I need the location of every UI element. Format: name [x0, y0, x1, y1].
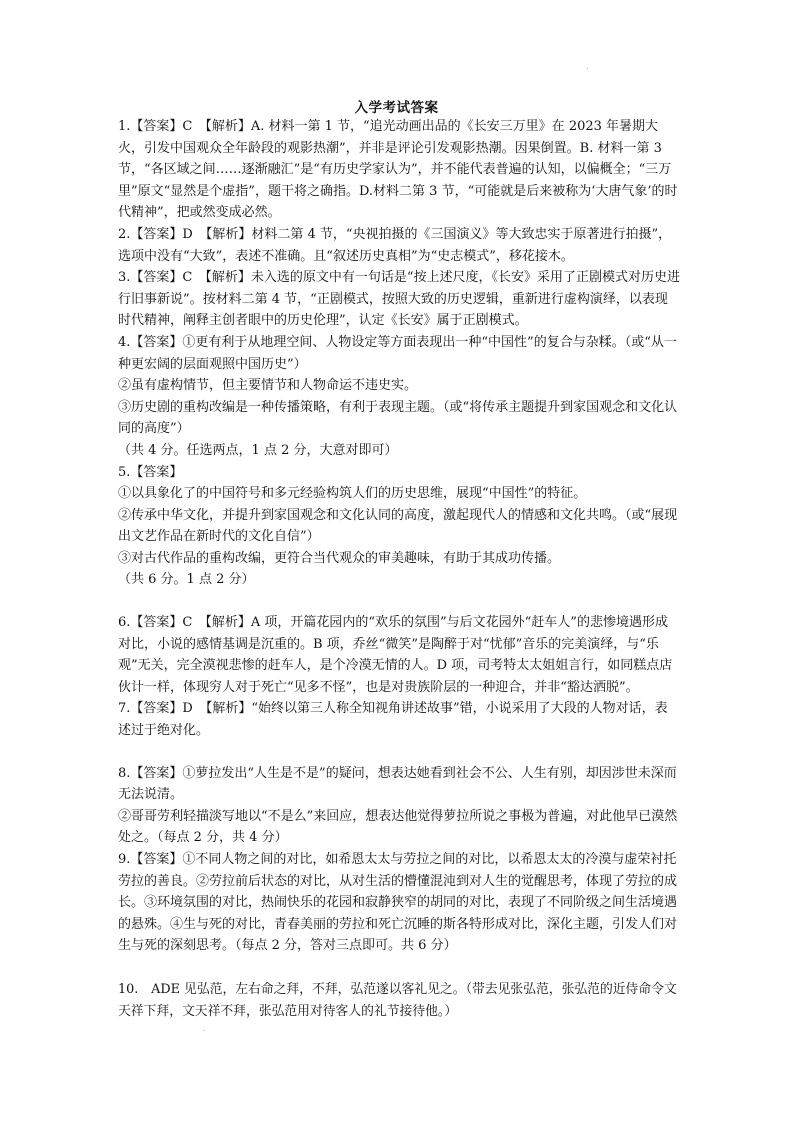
spacer [118, 591, 680, 612]
answer-q9: 9.【答案】①不同人物之间的对比，如希恩太太与劳拉之间的对比，以希恩太太的冷漠与虚荣衬托劳拉的善良。②劳拉前后状态的对比，从对生活的懵懂混沌到对人生的觉醒思考，体现了劳拉的成长。③环境氛围的对比，热闹快乐的花园和寂静狭窄的胡同的对比，表现了不同阶级之间生活境遇的悬殊。④生与死的对比，青春美丽的劳拉和死亡沉睡的斯各特形成对比，深化主题，引发人们对生与死的深刻思考。（每点 2 分，答对三点即可。共 6 分） [118, 852, 678, 954]
answer-q2: 2.【答案】D 【解析】材料二第 4 节，“央视拍摄的《三国演义》等大致忠实于原著进行拍摄”，选项中没有“大致”，表述不准确。且“叙述历史真相”为“史志模式”，移花接木。 [118, 226, 672, 264]
answer-q6: 6.【答案】C 【解析】A 项，开篇花园内的“欢乐的氛围”与后文花园外“赶车人”的悲惨境遇形成对比，小说的感情基调是沉重的。B 项，乔丝“微笑”是陶醉于对“忧郁”音乐的完美演绎，与“乐观”无关，完全漠视悲惨的赶车人，是个冷漠无情的人。D 项，司考特太太姐姐言行，如同糕点店伙计一样，体现穷人对于死亡“见多不怪”，也是对贵族阶层的一种迎合，并非“豁达洒脱”。 [118, 615, 673, 695]
answer-content [118, 116, 680, 1023]
answer-q8-point-2: ②哥哥劳利轻描淡写地以“不是么”来回应，想表达他觉得萝拉所说之事极为普遍，对此他早已漠然处之。（每点 2 分，共 4 分） [118, 808, 678, 846]
answer-q4-point-2: ②虽有虚构情节，但主要情节和人物命运不违史实。 [118, 378, 418, 394]
answer-q5-header: 5.【答案】 [118, 464, 183, 480]
page-title: 入学考试答案 [354, 100, 439, 116]
scan-speck: . [586, 62, 589, 71]
answer-q5-point-1: ①以具象化了的中国符号和多元经验构筑人们的历史思维，展现“中国性”的特征。 [118, 486, 587, 502]
answer-q1: 1.【答案】C 【解析】A. 材料一第 1 节，“追光动画出品的《长安三万里》在 2023 年暑期大火，引发中国观众全年龄段的观影热潮”，并非是评论引发观影热潮。因果倒置。B. 材料一第 3 节，“各区域之间……逐渐融汇”是“有历史学家认为”，并不能代表普遍的认知，以偏概全；“三万里”原文“显然是个虚指”，题干将之确指。D.材料二第 3 节，“可能就是后来被称为‘大唐气象’的时代精神”，把或然变成必然。 [118, 119, 678, 221]
scan-speck: . [202, 1024, 205, 1033]
answer-q7: 7.【答案】D 【解析】“始终以第三人称全知视角讲述故事”错，小说采用了大段的人物对话，表述过于绝对化。 [118, 701, 668, 739]
answer-q8-point-1: 8.【答案】①萝拉发出“人生是不是”的疑问，想表达她看到社会不公、人生有别，却因涉世未深而无法说清。 [118, 765, 677, 803]
answer-q4-point-1: 4.【答案】①更有利于从地理空间、人物设定等方面表现出一种“中国性”的复合与杂糅。（或“从一种更宏阔的层面观照中国历史”） [118, 334, 677, 372]
spacer [118, 742, 680, 763]
answer-q4-point-3: ③历史剧的重构改编是一种传播策略，有利于表现主题。（或“将传承主题提升到家国观念和文化认同的高度”） [118, 399, 678, 437]
answer-q5-point-3: ③对古代作品的重构改编，更符合当代观众的审美趣味，有助于其成功传播。 [118, 550, 561, 566]
answer-q5-scoring: （共 6 分。1 点 2 分） [118, 572, 255, 588]
spacer [118, 957, 680, 979]
answer-q5-point-2: ②传承中华文化，并提升到家国观念和文化认同的高度，激起现代人的情感和文化共鸣。（或“展现出文艺作品在新时代的文化自信”） [118, 507, 678, 545]
answer-q4-scoring: （共 4 分。任选两点，1 点 2 分，大意对即可） [118, 442, 398, 458]
answer-q3: 3.【答案】C 【解析】未入选的原文中有一句话是“按上述尺度，《长安》采用了正剧模式对历史进行旧事新说”。按材料二第 4 节，“正剧模式，按照大致的历史逻辑，重新进行虚构演绎，以表现时代精神，阐释主创者眼中的历史伦理”，认定《长安》属于正剧模式。 [118, 270, 680, 329]
answer-q10: 10. ADE 见弘范，左右命之拜，不拜，弘范遂以客礼见之。（带去见张弘范，张弘范的近侍命令文天祥下拜，文天祥不拜，张弘范用对待客人的礼节接待他。） [118, 981, 677, 1019]
